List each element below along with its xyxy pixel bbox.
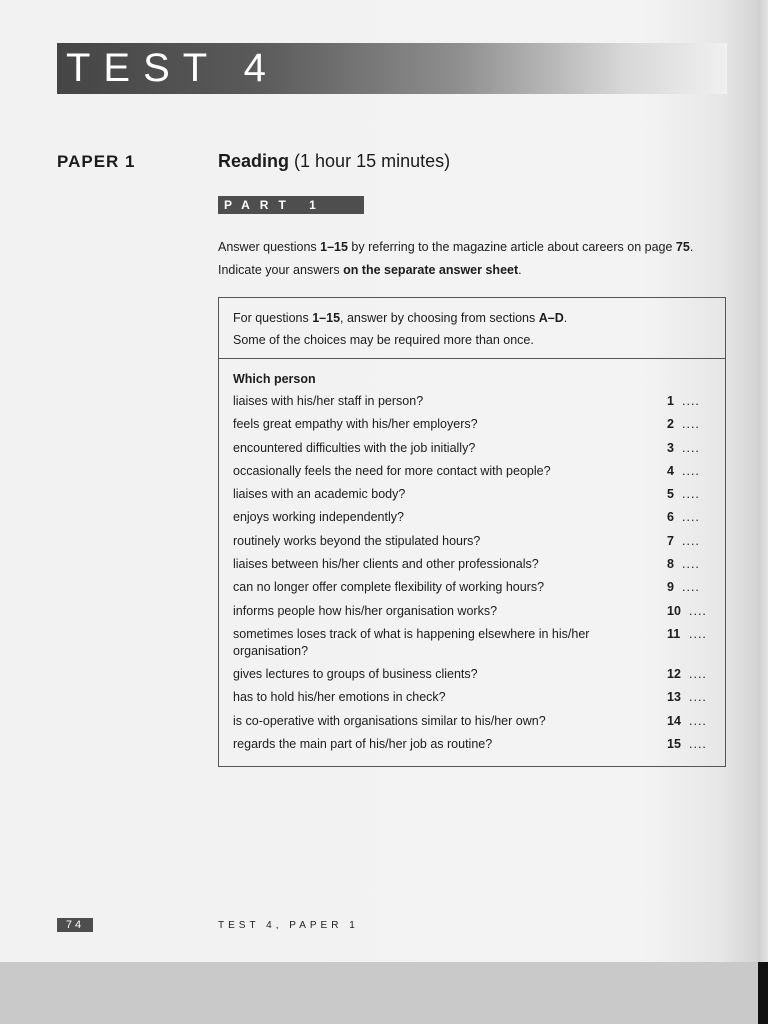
question-number-label: 7	[667, 533, 674, 548]
box-sections: A–D	[538, 311, 564, 325]
question-row	[233, 556, 711, 579]
question-number	[667, 626, 711, 643]
question-number	[667, 463, 711, 480]
question-row	[233, 689, 711, 712]
question-row	[233, 736, 711, 759]
question-text: sometimes loses track of what is happening elsewhere in his/her organisation?	[233, 626, 590, 658]
question-text: feels great empathy with his/her employers?	[233, 417, 478, 432]
section-duration: (1 hour 15 minutes)	[294, 151, 451, 171]
question-number	[667, 416, 711, 433]
answer-blank: ....	[682, 487, 700, 502]
box-text: .	[563, 311, 568, 325]
answer-blank: ....	[689, 713, 707, 728]
question-text: enjoys working independently?	[233, 510, 404, 525]
question-row	[233, 393, 711, 416]
question-number	[667, 713, 711, 730]
question-number-label: 5	[667, 487, 674, 502]
answer-blank: ....	[682, 463, 700, 478]
box-text: , answer by choosing from sections	[340, 311, 539, 325]
question-row	[233, 713, 711, 736]
question-text: liaises with an academic body?	[233, 487, 406, 502]
question-row	[233, 666, 711, 689]
instruction-range: 1–15	[320, 240, 348, 254]
paper-label: PAPER 1	[57, 152, 136, 171]
instruction-text: Answer questions	[218, 240, 321, 254]
question-row	[233, 440, 711, 463]
question-number	[667, 689, 711, 706]
instruction-text: by referring to the magazine article about careers on page	[347, 240, 676, 254]
box-instruction-1	[233, 307, 711, 329]
question-number-label: 12	[667, 666, 681, 681]
question-row	[233, 579, 711, 602]
answer-blank: ....	[682, 580, 700, 595]
question-box	[218, 297, 726, 767]
question-number-label: 14	[667, 713, 681, 728]
question-row	[233, 509, 711, 532]
question-number-label: 9	[667, 580, 674, 595]
question-row	[233, 533, 711, 556]
question-number	[667, 509, 711, 526]
question-stem: Which person	[233, 372, 316, 386]
question-number	[667, 556, 711, 573]
question-number-label: 13	[667, 690, 681, 705]
answer-blank: ....	[689, 666, 707, 681]
question-row	[233, 626, 711, 666]
question-number-label: 1	[667, 394, 674, 408]
answer-blank: ....	[689, 736, 707, 751]
question-number-label: 6	[667, 510, 674, 525]
question-box-header	[219, 298, 725, 359]
running-title: TEST 4, PAPER 1	[218, 920, 359, 931]
question-number-label: 2	[667, 417, 674, 432]
question-text: routinely works beyond the stipulated hours?	[233, 533, 481, 548]
scan-border	[758, 962, 768, 1024]
question-row	[233, 603, 711, 626]
page-edge	[758, 0, 768, 962]
section-name: Reading	[218, 151, 290, 171]
test-title: TEST 4	[66, 46, 279, 90]
question-text: has to hold his/her emotions in check?	[233, 690, 446, 705]
question-number	[667, 579, 711, 596]
instruction-answer-sheet: on the separate answer sheet	[343, 263, 519, 277]
question-row	[233, 416, 711, 439]
box-range: 1–15	[312, 311, 341, 325]
instruction-text: .	[689, 240, 694, 254]
answer-blank: ....	[682, 510, 700, 525]
question-number	[667, 486, 711, 503]
page-number: 74	[57, 918, 93, 932]
answer-blank: ....	[682, 533, 700, 548]
question-number-label: 11	[667, 626, 681, 641]
part-label: PART 1	[218, 196, 364, 214]
answer-blank: ....	[682, 417, 700, 432]
question-row	[233, 463, 711, 486]
question-text: encountered difficulties with the job initially?	[233, 440, 476, 455]
instruction-text: .	[518, 263, 522, 277]
question-list	[219, 359, 725, 759]
question-number-label: 10	[667, 603, 681, 618]
question-rows	[233, 393, 711, 759]
question-text: informs people how his/her organisation works?	[233, 603, 498, 618]
question-text: occasionally feels the need for more contact with people?	[233, 463, 551, 478]
question-number-label: 8	[667, 557, 674, 572]
question-number-label: 3	[667, 440, 674, 455]
instructions	[218, 236, 728, 282]
question-text: gives lectures to groups of business clients?	[233, 666, 478, 681]
instruction-page-ref: 75	[675, 240, 690, 254]
answer-blank: ....	[682, 394, 700, 408]
question-text: can no longer offer complete flexibility of working hours?	[233, 580, 545, 595]
question-text: regards the main part of his/her job as routine?	[233, 736, 493, 751]
question-number	[667, 393, 711, 410]
question-number	[667, 603, 711, 620]
question-text: is co-operative with organisations similar to his/her own?	[233, 713, 546, 728]
answer-blank: ....	[689, 626, 707, 641]
question-text: liaises with his/her staff in person?	[233, 394, 424, 408]
answer-blank: ....	[682, 557, 700, 572]
question-number	[667, 736, 711, 753]
section-title	[218, 151, 450, 172]
instruction-text: Indicate your answers	[218, 263, 344, 277]
answer-blank: ....	[689, 603, 707, 618]
question-number	[667, 666, 711, 683]
question-row	[233, 486, 711, 509]
box-text: For questions	[233, 311, 313, 325]
question-number	[667, 440, 711, 457]
answer-blank: ....	[689, 690, 707, 705]
instruction-line-2	[218, 259, 728, 282]
question-number	[667, 533, 711, 550]
question-text: liaises between his/her clients and other professionals?	[233, 557, 539, 572]
box-instruction-2: Some of the choices may be required more than once.	[233, 333, 534, 347]
instruction-line-1	[218, 236, 728, 259]
question-number-label: 15	[667, 736, 681, 751]
answer-blank: ....	[682, 440, 700, 455]
question-number-label: 4	[667, 463, 674, 478]
